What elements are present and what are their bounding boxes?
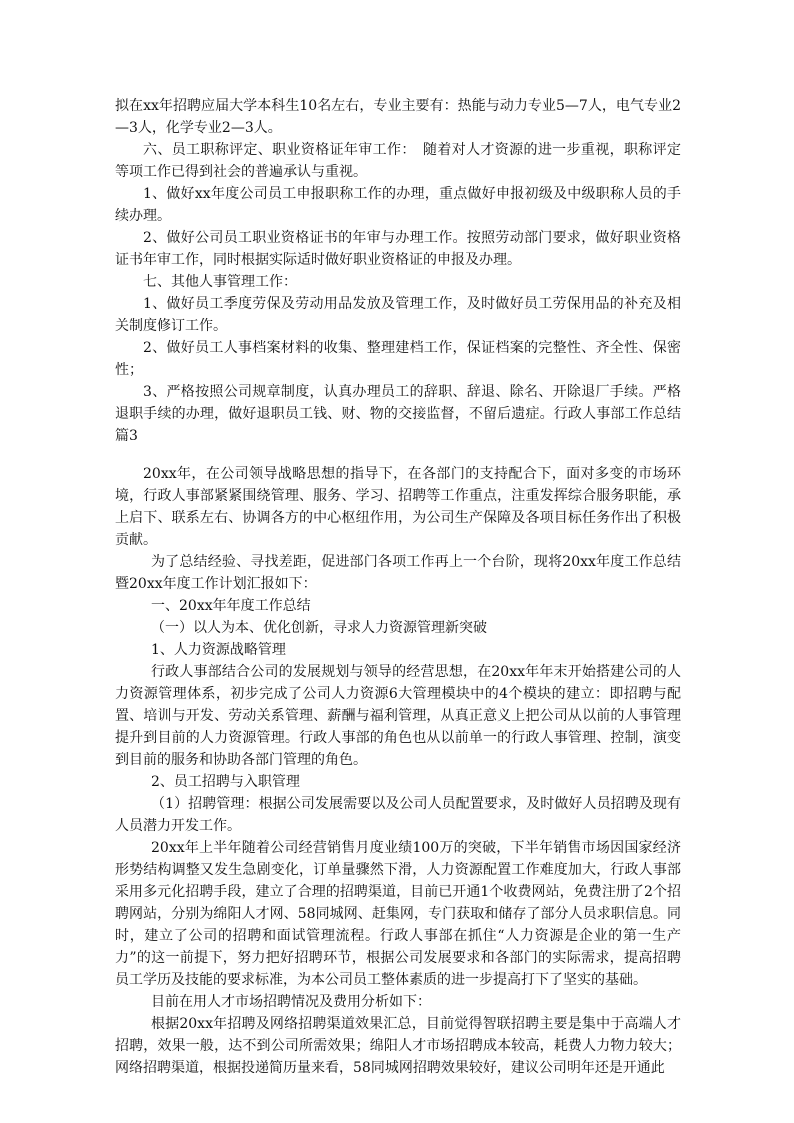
list-item: 1、做好xx年度公司员工申报职称工作的办理，重点做好申报初级及中级职称人员的手续办理。 <box>115 186 681 224</box>
section-6-heading: 六、员工职称评定、职业资格证年审工作： 随着对人才资源的进一步重视，职称评定等项工作已得到社会的普遍承认与重视。 <box>115 142 681 180</box>
subsection-item-heading: 1、人力资源战略管理 <box>151 642 286 658</box>
list-item: 2、做好员工人事档案材料的收集、整理建档工作，保证档案的完整性、齐全性、保密性； <box>115 340 681 378</box>
hr-strategy-paragraph: 行政人事部结合公司的发展规划与领导的经营思想，在20xx年年末开始搭建公司的人力资源管理体系，初步完成了公司人力资源6大管理模块中的4个模块的建立：即招聘与配置、培训与开发、劳动关系管理、薪酬与福利管理，从真正意义上把公司从以前的人事管理提升到目前的人力资源管理。行政人事部的角色也从以前单一的行政人事管理、控制，演变到目前的服务和协助各部门管理的角色。 <box>115 664 681 768</box>
section-1-heading: 一、20xx年年度工作总结 <box>151 598 311 614</box>
summary-intro: 20xx年，在公司领导战略思想的指导下，在各部门的支持配合下，面对多变的市场环境，行政人事部紧紧围绕管理、服务、学习、招聘等工作重点，注重发挥综合服务职能，承上启下、联系左右、协调各方的中心枢纽作用，为公司生产保障及各项目标任务作出了积极贡献。 <box>115 466 681 548</box>
subsection-item-heading: 2、员工招聘与入职管理 <box>151 774 300 790</box>
document-page <box>115 95 681 1079</box>
list-item: 3、严格按照公司规章制度，认真办理员工的辞职、辞退、除名、开除退厂手续。严格退职手续的办理，做好退职员工钱、财、物的交接监督，不留后遗症。行政人事部工作总结篇3 <box>115 384 681 444</box>
cost-analysis-heading: 目前在用人才市场招聘情况及费用分析如下： <box>151 994 431 1010</box>
section-7-heading: 七、其他人事管理工作： <box>143 274 297 290</box>
paragraph-gap <box>115 447 681 463</box>
list-item: 2、做好公司员工职业资格证书的年审与办理工作。按照劳动部门要求，做好职业资格证书年审工作，同时根据实际适时做好职业资格证的申报及办理。 <box>115 230 681 268</box>
list-item: 1、做好员工季度劳保及劳动用品发放及管理工作，及时做好员工劳保用品的补充及相关制度修订工作。 <box>115 296 681 334</box>
subsection-heading: （一）以人为本、优化创新，寻求人力资源管理新突破 <box>151 620 487 636</box>
recruit-management-paragraph: （1）招聘管理：根据公司发展需要以及公司人员配置要求，及时做好人员招聘及现有人员潜力开发工作。 <box>115 796 681 834</box>
recruit-detail-paragraph: 20xx年上半年随着公司经营销售月度业绩100万的突破，下半年销售市场因国家经济形势结构调整又发生急剧变化，订单量骤然下滑，人力资源配置工作难度加大，行政人事部采用多元化招聘手段，建立了合理的招聘渠道，目前已开通1个收费网站，免费注册了2个招聘网站，分别为绵阳人才网、58同城网、赶集网，专门获取和储存了部分人员求职信息。同时，建立了公司的招聘和面试管理流程。行政人事部在抓住“人力资源是企业的第一生产力”的这一前提下，努力把好招聘环节，根据公司发展要求和各部门的实际需求，提高招聘员工学历及技能的要求标准，为本公司员工整体素质的进一步提高打下了坚实的基础。 <box>115 840 681 988</box>
paragraph-recruit-plan: 拟在xx年招聘应届大学本科生10名左右，专业主要有：热能与动力专业5—7人，电气专业2—3人，化学专业2—3人。 <box>115 98 681 136</box>
summary-purpose: 为了总结经验、寻找差距，促进部门各项工作再上一个台阶，现将20xx年度工作总结暨20xx年度工作计划汇报如下： <box>115 554 681 592</box>
cost-analysis-paragraph: 根据20xx年招聘及网络招聘渠道效果汇总，目前觉得智联招聘主要是集中于高端人才招聘，效果一般，达不到公司所需效果；绵阳人才市场招聘成本较高，耗费人力物力较大；网络招聘渠道，根据投递简历量来看，58同城网招聘效果较好，建议公司明年还是开通此 <box>115 1016 681 1076</box>
